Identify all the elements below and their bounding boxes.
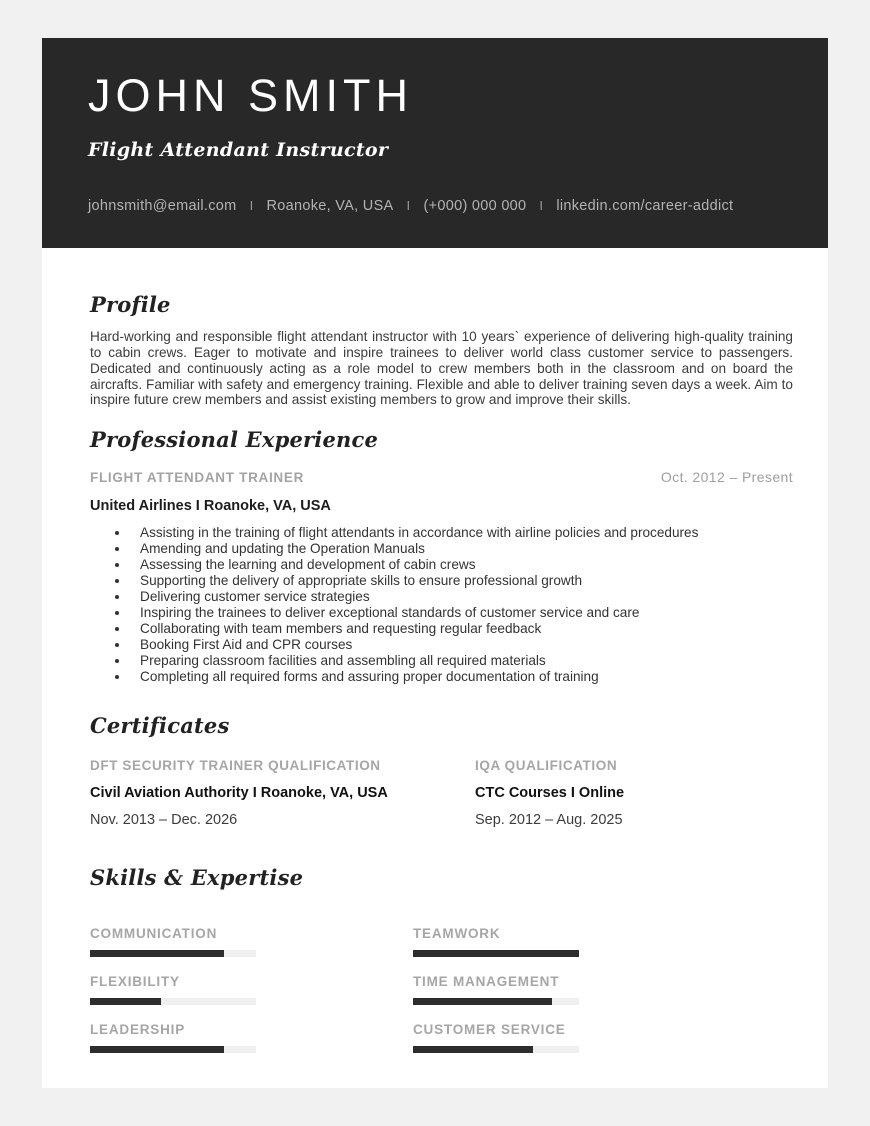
certificate-title: IQA QUALIFICATION (475, 757, 618, 773)
skill-item (90, 926, 413, 957)
section-profile (90, 292, 793, 408)
job-bullet: • Delivering customer service strategies (130, 589, 793, 605)
skill-label: COMMUNICATION (90, 925, 218, 941)
skill-label: TEAMWORK (413, 925, 501, 941)
contact-separator: I (249, 197, 254, 213)
contact-linkedin: linkedin.com/career-addict (556, 197, 734, 214)
profile-heading: Profile (90, 292, 171, 317)
job-bullet: • Booking First Aid and CPR courses (130, 637, 793, 653)
profile-text: Hard-working and responsible flight attendant instructor with 10 years` experience of delivering high-quality training to cabin crews. Eager to motivate and inspire trainees to deliver world class customer service to passengers. Dedicated and continuously acting as a role model to crew members both in the classroom and on board the aircrafts. Familiar with safety and emergency training. Flexible and able to deliver training seven days a week. Aim to inspire future crew members and assist existing members to grow and improve their skills. (90, 329, 793, 408)
job-header (90, 469, 793, 485)
job-bullet: • Amending and updating the Operation Manuals (130, 541, 793, 557)
skill-item (413, 1022, 736, 1053)
skill-item (413, 926, 736, 957)
contact-location: Roanoke, VA, USA (266, 197, 394, 214)
resume-body (42, 248, 828, 1053)
certificate-item (475, 758, 793, 828)
skill-bar-track (413, 950, 579, 957)
skill-bar-fill (413, 950, 579, 957)
skill-bar-fill (90, 1046, 224, 1053)
certificate-issuer: Civil Aviation Authority I Roanoke, VA, USA (90, 784, 388, 801)
resume-header (42, 38, 828, 248)
skill-bar-fill (413, 1046, 533, 1053)
skill-label: LEADERSHIP (90, 1021, 186, 1037)
skill-bar-track (90, 1046, 256, 1053)
skill-bar-fill (413, 998, 552, 1005)
job-bullet: • Collaborating with team members and requesting regular feedback (130, 621, 793, 637)
skill-label: FLEXIBILITY (90, 973, 180, 989)
skill-label: TIME MANAGEMENT (413, 973, 560, 989)
experience-heading: Professional Experience (90, 427, 379, 453)
skill-item (90, 974, 413, 1005)
job-bullet: • Assessing the learning and development of cabin crews (130, 557, 793, 573)
job-bullet: • Supporting the delivery of appropriate skills to ensure professional growth (130, 573, 793, 589)
job-bullet: • Inspiring the trainees to deliver exceptional standards of customer service and care (130, 605, 793, 621)
skill-bar-track (90, 950, 256, 957)
certificates-heading: Certificates (90, 713, 230, 739)
job-dates: Oct. 2012 – Present (660, 469, 793, 486)
skill-bar-fill (90, 998, 161, 1005)
certificate-dates: Nov. 2013 – Dec. 2026 (90, 811, 238, 828)
skill-item (90, 1022, 413, 1053)
job-bullet-list (90, 525, 793, 684)
contact-phone: (+000) 000 000 (423, 197, 527, 214)
skill-bar-track (90, 998, 256, 1005)
skill-label: CUSTOMER SERVICE (413, 1021, 566, 1037)
job-bullet: • Completing all required forms and assuring proper documentation of training (130, 669, 793, 685)
candidate-job-title: Flight Attendant Instructor (88, 138, 389, 161)
section-certificates (90, 713, 793, 827)
resume-page (42, 38, 828, 1088)
skill-item (413, 974, 736, 1005)
skill-bar-fill (90, 950, 224, 957)
skills-grid (90, 926, 793, 1053)
section-experience (90, 427, 793, 684)
contact-separator: I (406, 197, 411, 213)
certificate-dates: Sep. 2012 – Aug. 2025 (475, 811, 623, 828)
certificate-issuer: CTC Courses I Online (475, 784, 625, 801)
job-company: United Airlines I Roanoke, VA, USA (90, 498, 331, 515)
candidate-name: JOHN SMITH (88, 70, 413, 121)
certificate-title: DFT SECURITY TRAINER QUALIFICATION (90, 757, 381, 773)
skill-bar-track (413, 998, 579, 1005)
skills-heading: Skills & Expertise (90, 864, 304, 890)
skill-bar-track (413, 1046, 579, 1053)
certificate-item (90, 758, 475, 828)
certificates-grid (90, 758, 793, 828)
job-bullet: • Assisting in the training of flight attendants in accordance with airline policies and procedures (130, 525, 793, 541)
contact-separator: I (539, 197, 544, 213)
job-title: FLIGHT ATTENDANT TRAINER (90, 470, 305, 486)
contact-row (88, 198, 782, 214)
job-bullet: • Preparing classroom facilities and assembling all required materials (130, 653, 793, 669)
contact-email: johnsmith@email.com (88, 197, 237, 214)
section-skills (90, 865, 793, 1053)
